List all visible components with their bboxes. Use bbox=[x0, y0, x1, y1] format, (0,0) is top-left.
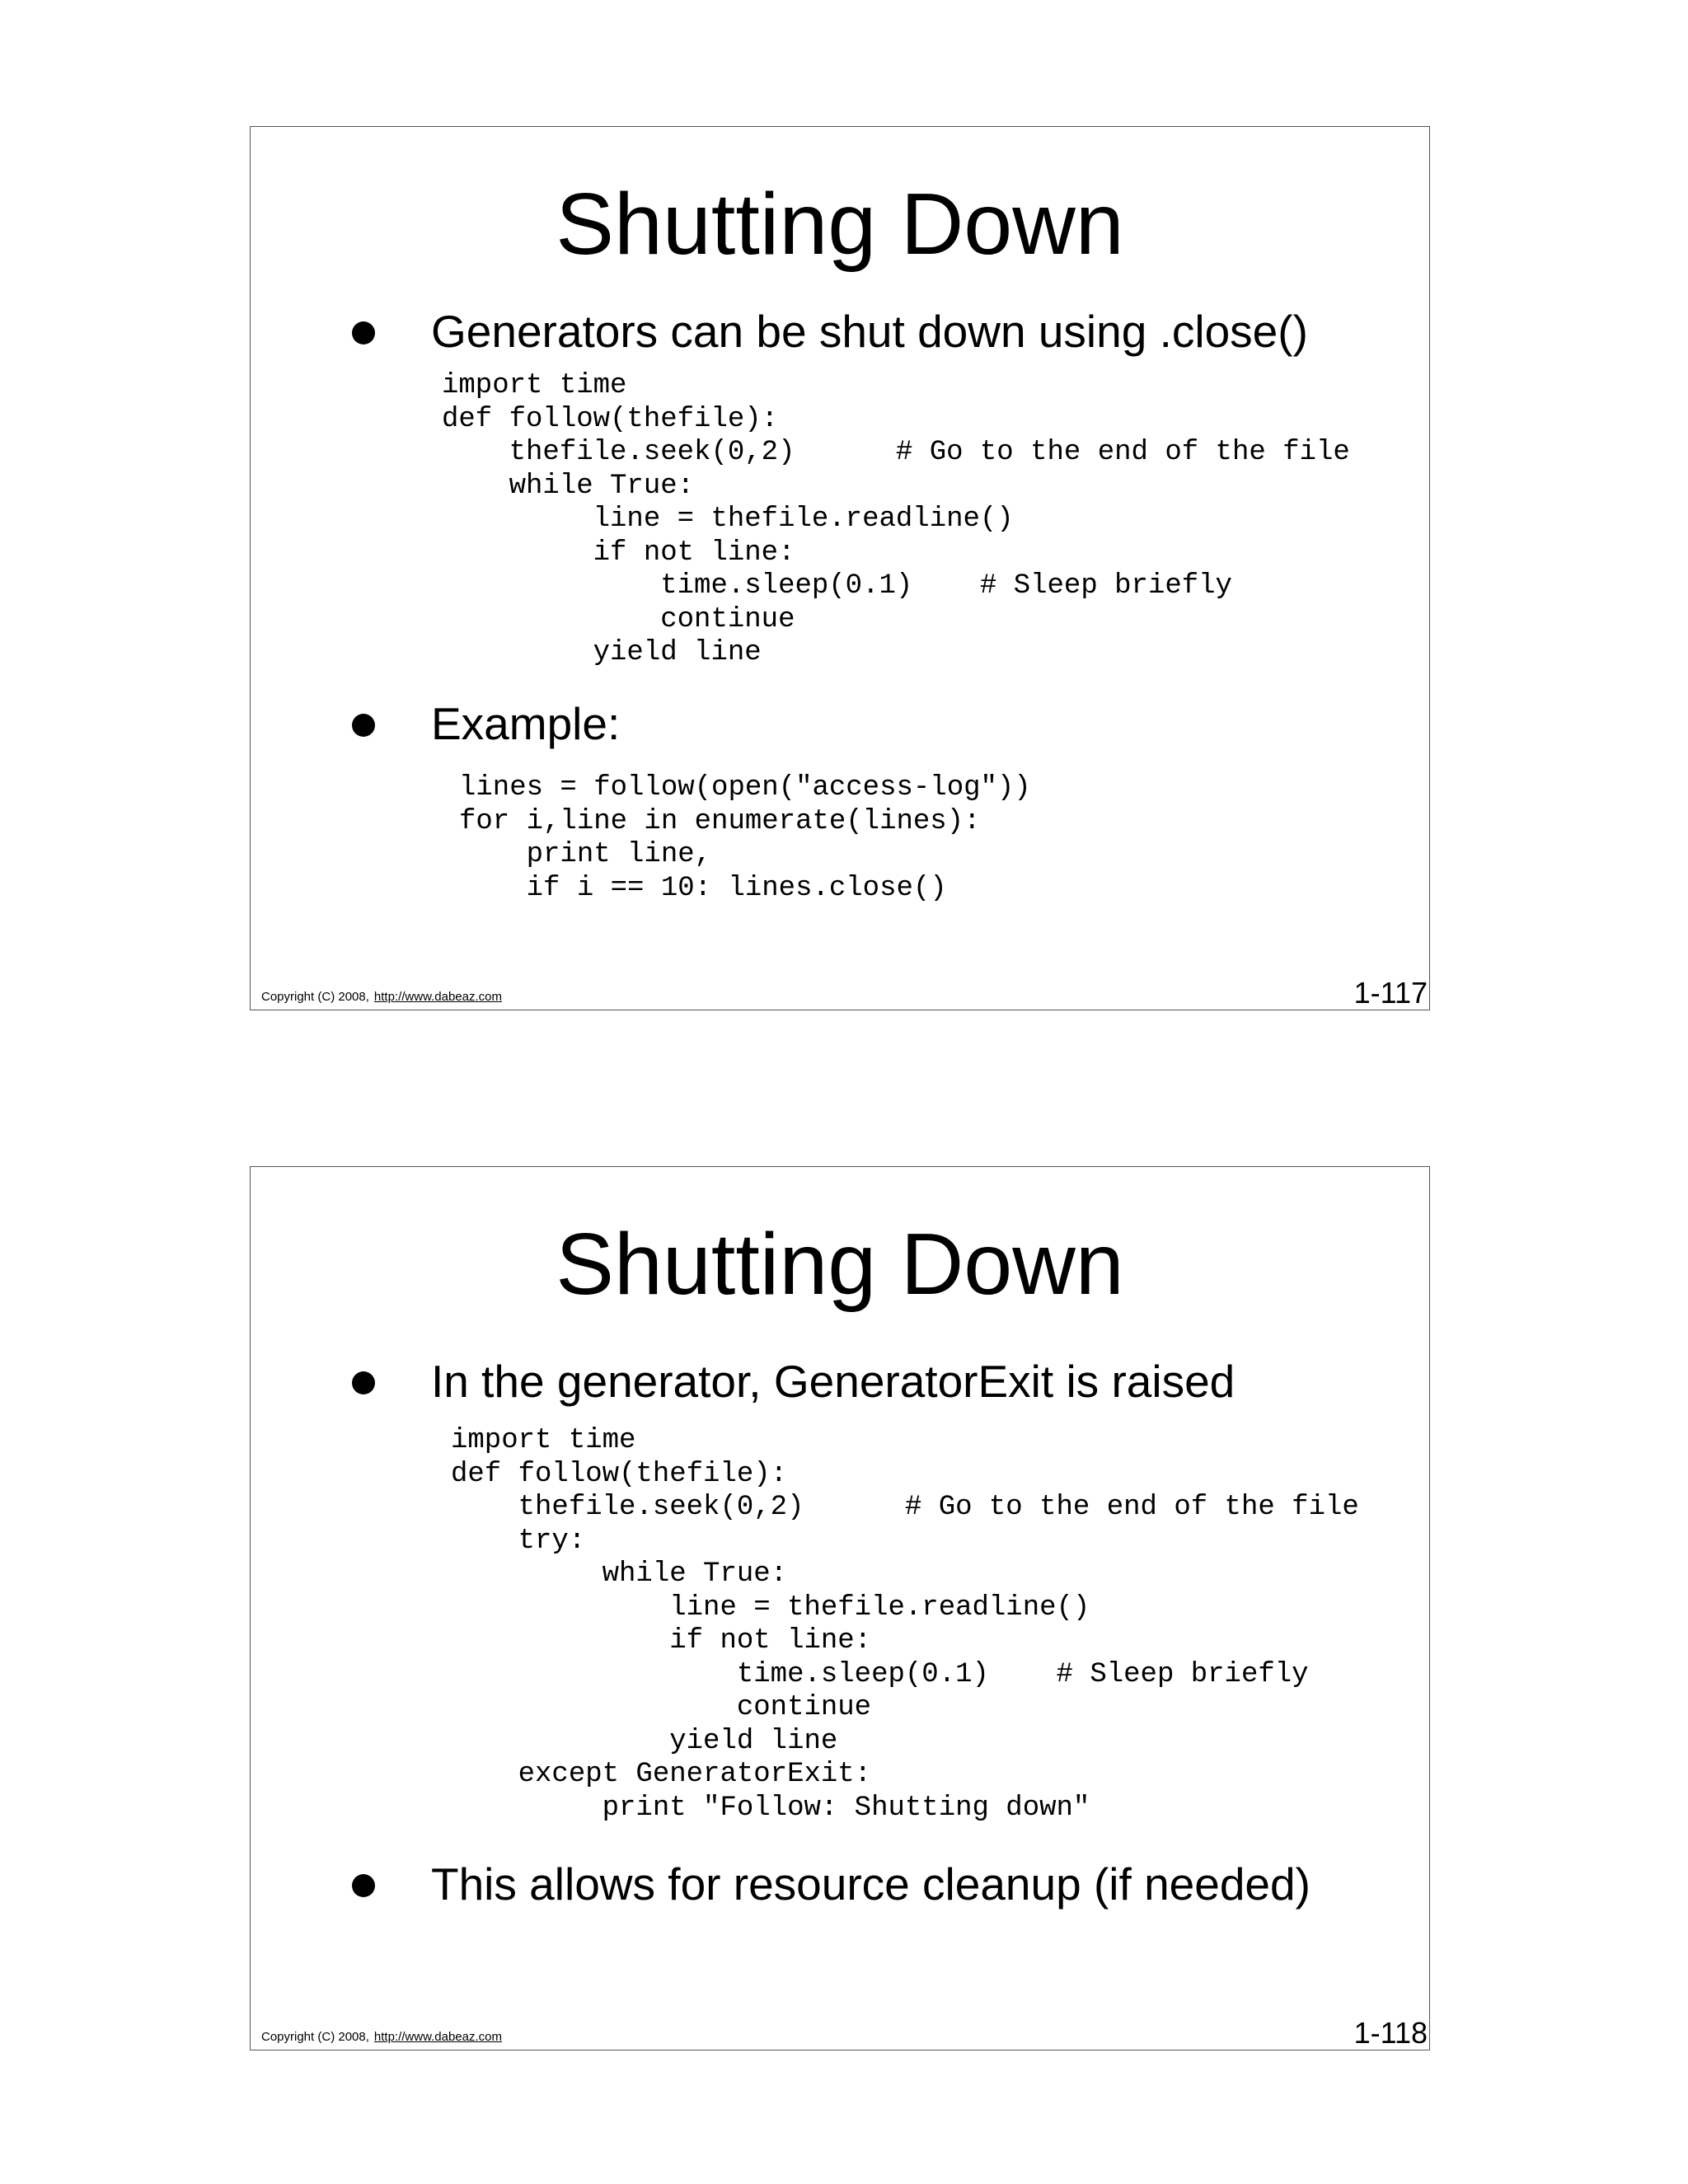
footer-copyright: Copyright (C) 2008, bbox=[261, 2030, 369, 2044]
footer-link[interactable]: http://www.dabeaz.com bbox=[373, 990, 502, 1004]
footer bbox=[261, 2030, 502, 2044]
bullet-text: Generators can be shut down using .close() bbox=[431, 306, 1308, 357]
bullet-cleanup bbox=[366, 1859, 1311, 1910]
bullet-text: This allows for resource cleanup (if needed) bbox=[431, 1858, 1311, 1910]
bullet-generatorexit bbox=[366, 1357, 1235, 1407]
slide-title: Shutting Down bbox=[556, 176, 1124, 273]
bullet-text: Example: bbox=[431, 698, 621, 749]
footer-copyright: Copyright (C) 2008, bbox=[261, 990, 369, 1004]
code-block-follow-try: import time def follow(thefile): thefile.seek(0,2) # Go to the end of the file try: while True: line = thefile.readline() if not line: time.sleep(0.1) # Sleep briefly continue yield line except GeneratorExit: print "Follow: Shutting down" bbox=[451, 1425, 1359, 1824]
footer-link[interactable]: http://www.dabeaz.com bbox=[373, 2030, 502, 2044]
bullet-text: In the generator, GeneratorExit is raised bbox=[431, 1356, 1236, 1407]
footer bbox=[261, 990, 502, 1004]
code-block-follow: import time def follow(thefile): thefile.seek(0,2) # Go to the end of the file while True: line = thefile.readline() if not line: time.sleep(0.1) # Sleep briefly continue yield line bbox=[442, 370, 1350, 668]
bullet-dot-icon bbox=[352, 321, 375, 344]
code-block-example: lines = follow(open("access-log")) for i,line in enumerate(lines): print line, if i == 10: lines.close() bbox=[459, 772, 1031, 904]
bullet-dot-icon bbox=[352, 714, 375, 737]
page-number: 1-117 bbox=[1353, 976, 1428, 1010]
bullet-example bbox=[366, 699, 620, 749]
slide-1-117 bbox=[250, 126, 1430, 1010]
bullet-close bbox=[366, 307, 1308, 357]
bullet-dot-icon bbox=[352, 1874, 375, 1897]
slide-1-118 bbox=[250, 1166, 1430, 2050]
slide-title: Shutting Down bbox=[556, 1216, 1124, 1313]
page-number: 1-118 bbox=[1353, 2016, 1428, 2050]
bullet-dot-icon bbox=[352, 1371, 375, 1394]
